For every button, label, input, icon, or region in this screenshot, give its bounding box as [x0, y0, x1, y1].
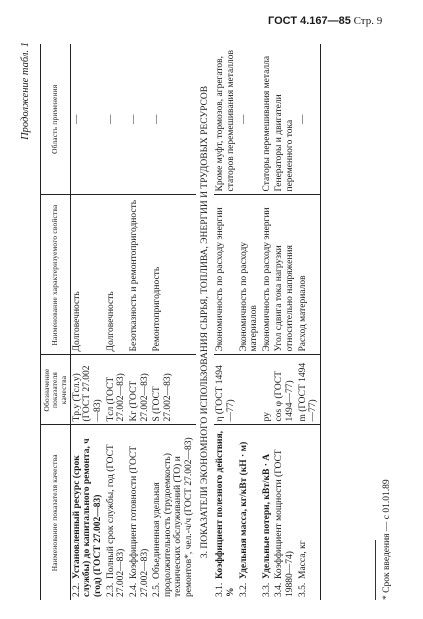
row-code: Tсл (ГОСТ 27.002—83)	[105, 355, 128, 425]
table-row	[105, 44, 128, 600]
row-code	[238, 355, 261, 425]
row-scope: Статоры перемешивания металла	[261, 44, 274, 195]
row-name: 2.4.Коэффициент готовности (ГОСТ 27.002—83)	[128, 445, 150, 597]
continuation-label: Продолжение табл. 1	[20, 42, 31, 140]
col-header-name: Наименование показателя качества	[41, 425, 71, 600]
row-scope: —	[70, 44, 104, 195]
row-code: S (ГОСТ 27.002—83)	[151, 355, 196, 425]
row-code: Tр.у (Tсл.у) (ГОСТ 27.002—83)	[70, 355, 104, 425]
row-property: Безотказность и ремонтопригодность	[128, 195, 151, 355]
row-property: Ремонтопригодность	[151, 195, 196, 355]
row-property: Экономичность по расходу энергии	[214, 195, 237, 355]
row-property: Долговечность	[70, 195, 104, 355]
col-header-scope: Область применения	[41, 44, 71, 195]
row-code: cos φ (ГОСТ 1494—77)	[273, 355, 296, 425]
row-property: Долговечность	[105, 195, 128, 355]
row-property: Расход материалов	[297, 195, 321, 355]
row-scope: —	[105, 44, 128, 195]
rotated-table-area	[20, 40, 405, 600]
col-header-code: Обозначение показателя качества	[41, 355, 71, 425]
row-name: 3.1.Коэффициент полезного действия, %	[215, 430, 236, 597]
row-code: m (ГОСТ 1494—77)	[297, 355, 321, 425]
row-scope: —	[128, 44, 151, 195]
section-heading-row	[196, 44, 215, 600]
row-scope: —	[297, 44, 321, 195]
table-row	[151, 44, 196, 600]
row-name: 2.3.Полный срок службы, год (ГОСТ 27.002—83)	[105, 444, 127, 597]
row-scope: —	[151, 44, 196, 195]
row-scope: Кроме муфт, тормозов, агрегатов, статоров перемешивания металлов	[214, 44, 237, 195]
row-name: 3.5.Масса, кг	[297, 425, 321, 600]
table-row	[261, 44, 274, 600]
row-scope: Генераторы и двигатели переменного тока	[273, 44, 296, 195]
doc-title: ГОСТ 4.167—85	[268, 15, 351, 27]
row-code: Kг (ГОСТ 27.002—83)	[128, 355, 151, 425]
table-row	[214, 44, 237, 600]
row-name: 3.4.Коэффициент мощности (ГОСТ 19880—74)	[274, 449, 296, 597]
table-row	[273, 44, 296, 600]
row-property: Экономичность по расходу энергии	[261, 195, 274, 355]
row-name: 2.5.Объединенная удельная продолжительность (трудоемкость) технических обслуживаний (ТО) и ремонтов*, чел.-ч/ч (ГОСТ 27.002—83)	[152, 437, 195, 597]
row-name: 3.2.Удельная масса, кг/кВт (кН · м)	[238, 441, 249, 597]
page-number: Стр. 9	[353, 15, 383, 27]
page-header	[268, 15, 382, 27]
table-row	[238, 44, 261, 600]
section-3-title: 3. ПОКАЗАТЕЛИ ЭКОНОМНОГО ИСПОЛЬЗОВАНИЯ СЫРЬЯ, ТОПЛИВА, ЭНЕРГИИ И ТРУДОВЫХ РЕСУРСОВ	[199, 85, 210, 559]
row-name: 2.2.Установленный ресурс (срок службы) до капитального ремонта, ч (год) (ГОСТ 27.002—83)	[71, 438, 104, 597]
row-property: Угол сдвига тока нагрузки относительно напряжения	[273, 195, 296, 355]
table-header-row	[41, 44, 71, 600]
row-code: pу	[261, 355, 274, 425]
row-name: 3.3.Удельные потери, кВт/кВ · А	[261, 453, 272, 597]
table-row	[128, 44, 151, 600]
table-row	[70, 44, 104, 600]
footnote-rule	[375, 540, 376, 600]
col-header-property: Наименование характеризуемого свойства	[41, 195, 71, 355]
quality-indicators-table	[40, 44, 321, 600]
table-row	[297, 44, 321, 600]
footnote: * Срок введения — с 01.01.89	[382, 479, 392, 600]
row-property: Экономичность по расходу материалов	[238, 195, 261, 355]
row-scope: —	[238, 44, 261, 195]
row-code: η (ГОСТ 1494—77)	[214, 355, 237, 425]
